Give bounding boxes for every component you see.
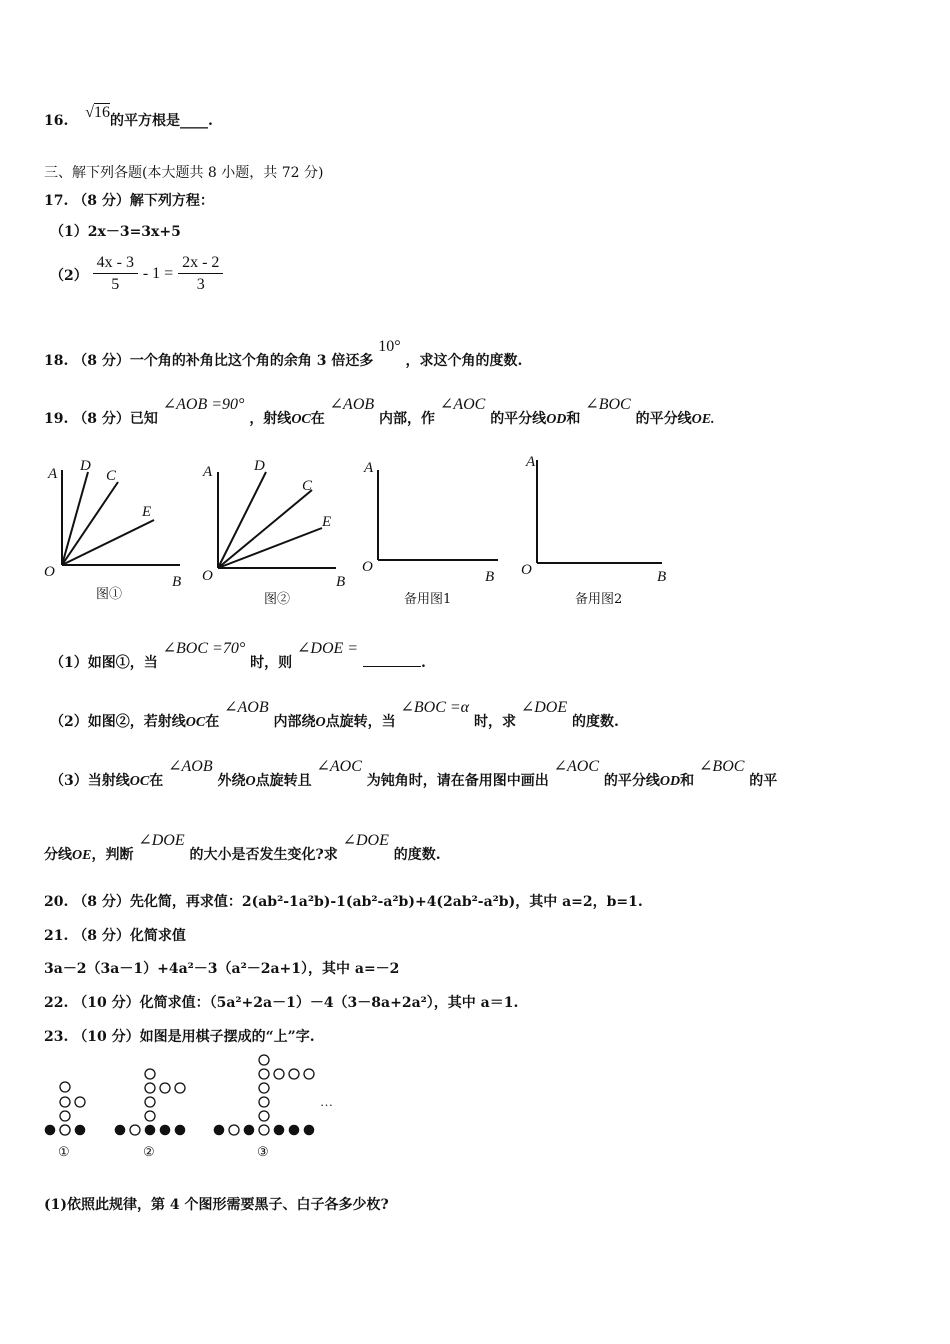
black-piece — [160, 1125, 171, 1136]
q19-2-text-c: 内部绕 — [273, 714, 316, 730]
q18-text-b: ，求这个角的度数. — [405, 353, 523, 369]
fig2-label-b: B — [336, 574, 346, 590]
q19-1-text-a: （1）如图①，当 — [50, 655, 158, 671]
q20: 20. （8 分）先化简，再求值：2(ab²-1a²b)-1(ab²-a²b)+4(2ab²-a²b)，其中 a=2，b=1. — [44, 894, 643, 910]
fraction-left — [93, 254, 138, 294]
white-piece — [259, 1097, 269, 1107]
point-o: O — [315, 715, 326, 730]
q16-number: 16. — [44, 113, 69, 129]
q18-text-a: 18. （8 分）一个角的补角比这个角的余角 3 倍还多 — [44, 353, 374, 369]
q21-heading: 21. （8 分）化简求值 — [44, 928, 186, 944]
fraction-left-denominator: 5 — [111, 276, 120, 293]
black-piece — [175, 1125, 186, 1136]
ray-oc: OC — [129, 774, 150, 789]
q19-3-text-d2: 的度数. — [393, 847, 441, 863]
fig2-ray-od — [218, 472, 266, 568]
caption-spare2: 备用图2 — [575, 592, 623, 607]
ray-oc: OC — [185, 715, 206, 730]
q17-heading: 17. （8 分）解下列方程： — [44, 193, 214, 209]
q19-part3-line1 — [50, 758, 778, 790]
q23-sub1: (1)依照此规律，第 4 个图形需要黑子、白子各多少枚? — [44, 1197, 389, 1213]
black-piece — [115, 1125, 126, 1136]
fig2-label-d: D — [254, 458, 265, 474]
white-piece — [60, 1097, 70, 1107]
q16 — [44, 104, 213, 130]
fig2-label-e: E — [322, 514, 332, 530]
q19-3-text-c2: 的大小是否发生变化?求 — [189, 847, 338, 863]
black-piece — [145, 1125, 156, 1136]
black-piece — [45, 1125, 56, 1136]
ray-od: OD — [659, 774, 681, 789]
figure-label-3: ③ — [257, 1144, 269, 1159]
q19-3-text-e: 为钝角时，请在备用图中画出 — [366, 773, 549, 789]
spare2-label-a: A — [526, 454, 536, 470]
fig1-label-c: C — [106, 468, 117, 484]
white-piece — [60, 1082, 70, 1092]
fig2-label-c: C — [302, 478, 313, 494]
q21-expression: 3a－2（3a－1）+4a²－3（a²－2a+1），其中 a=－2 — [44, 961, 400, 977]
q19-text-e: 的平分线 — [490, 411, 547, 427]
white-piece — [160, 1083, 170, 1093]
white-piece — [304, 1069, 314, 1079]
fig1-label-b: B — [172, 574, 182, 590]
black-piece — [214, 1125, 225, 1136]
fraction-left-numerator: 4x - 3 — [93, 254, 138, 274]
fig2-ray-oc — [218, 490, 312, 568]
figure-label-2: ② — [143, 1144, 155, 1159]
fig1-label-a: A — [48, 466, 58, 482]
white-piece — [259, 1055, 269, 1065]
point-o: O — [245, 774, 256, 789]
angle-doe-equals: ∠DOE = — [296, 640, 359, 657]
angle-boc: ∠BOC — [585, 396, 631, 413]
q19-text-c: 在 — [310, 411, 325, 427]
angle-aoc: ∠AOC — [439, 396, 486, 413]
angle-doe: ∠DOE — [138, 832, 185, 849]
chess-pattern-figure — [40, 1050, 360, 1165]
q19-2-text-f: 的度数. — [572, 714, 619, 730]
fig1-ray-oc — [62, 482, 118, 565]
q18-degree: 10° — [378, 338, 401, 355]
q23-heading: 23. （10 分）如图是用棋子摆成的“上”字. — [44, 1029, 315, 1045]
q19-text-a: 19. （8 分）已知 — [44, 411, 158, 427]
black-piece — [75, 1125, 86, 1136]
spare2-label-o: O — [521, 562, 532, 578]
q19-2-text-b: 在 — [205, 714, 220, 730]
black-piece — [289, 1125, 300, 1136]
spare1-label-o: O — [362, 559, 373, 575]
q18 — [44, 338, 523, 370]
ellipsis: … — [320, 1094, 333, 1109]
q19-3-text-a: （3）当射线 — [50, 773, 130, 789]
ray-oe: OE — [72, 848, 92, 863]
fraction-right-denominator: 3 — [196, 276, 205, 293]
q19-text-b: ，射线 — [249, 411, 292, 427]
q19-figures — [40, 450, 700, 615]
angle-aob-90: ∠AOB =90° — [162, 396, 245, 413]
fig1-label-e: E — [142, 504, 152, 520]
q19-3-text-c: 外绕 — [217, 773, 246, 789]
sqrt-expression: √16 — [85, 104, 111, 121]
spare1-label-b: B — [485, 569, 495, 585]
white-piece — [145, 1111, 155, 1121]
angle-doe: ∠DOE — [520, 699, 568, 716]
q17-part2-label: （2） — [50, 268, 88, 284]
q19-3-text-a2: 分线 — [44, 847, 72, 863]
caption-spare1: 备用图1 — [404, 592, 452, 607]
q19-3-text-g: 和 — [680, 773, 695, 789]
angle-aob: ∠AOB — [224, 699, 269, 716]
ray-od: OD — [546, 412, 567, 427]
q17-part2 — [50, 254, 223, 294]
fig1-ray-od — [62, 472, 88, 565]
black-piece — [304, 1125, 315, 1136]
white-piece — [259, 1111, 269, 1121]
ray-oc: OC — [291, 412, 311, 427]
fig2-label-o: O — [202, 568, 213, 584]
caption-fig2: 图② — [264, 592, 291, 607]
fraction-right — [178, 254, 223, 294]
spare1-label-a: A — [364, 460, 374, 476]
q19-part3-line2 — [44, 832, 441, 864]
q19-3-text-f: 的平分线 — [603, 773, 660, 789]
angle-aoc: ∠AOC — [553, 758, 600, 775]
fig2-ray-oe — [218, 528, 322, 568]
fig1-label-d: D — [80, 458, 91, 474]
white-piece — [289, 1069, 299, 1079]
q19-2-text-a: （2）如图②，若射线 — [50, 714, 186, 730]
answer-blank[interactable] — [363, 666, 421, 667]
angle-aob: ∠AOB — [329, 396, 375, 413]
fig1-label-o: O — [44, 564, 55, 580]
white-piece — [259, 1069, 269, 1079]
section-heading: 三、解下列各题(本大题共 8 小题，共 72 分) — [44, 165, 324, 181]
ray-oe: OE. — [691, 412, 715, 427]
black-piece — [244, 1125, 255, 1136]
white-piece — [60, 1111, 70, 1121]
q19-2-text-d: 点旋转，当 — [325, 714, 396, 730]
fraction-right-numerator: 2x - 2 — [178, 254, 223, 274]
white-piece — [229, 1125, 239, 1135]
q19-1-text-b: 时，则 — [250, 655, 293, 671]
figure-label-1: ① — [58, 1144, 70, 1159]
q19-2-text-e: 时，求 — [473, 714, 516, 730]
white-piece — [145, 1083, 155, 1093]
q19 — [44, 396, 715, 428]
q22: 22. （10 分）化简求值：（5a²+2a－1）－4（3－8a+2a²），其中 a＝1. — [44, 995, 519, 1011]
q19-3-text-b2: ，判断 — [91, 847, 134, 863]
white-piece — [259, 1125, 269, 1135]
q16-text: 的平方根是____. — [110, 113, 213, 129]
q19-3-text-d: 点旋转且 — [255, 773, 312, 789]
white-piece — [145, 1097, 155, 1107]
white-piece — [175, 1083, 185, 1093]
white-piece — [274, 1069, 284, 1079]
q19-part2 — [50, 699, 619, 731]
angle-boc-alpha: ∠BOC =α — [400, 699, 470, 716]
q19-text-f: 和 — [566, 411, 581, 427]
q17-part1: （1）2x－3=3x+5 — [50, 224, 181, 240]
sqrt-radicand: 16 — [94, 104, 111, 121]
white-piece — [259, 1083, 269, 1093]
angle-boc-70: ∠BOC =70° — [162, 640, 246, 657]
fig1-ray-oe — [62, 520, 154, 565]
caption-fig1: 图① — [96, 587, 123, 602]
angle-aob: ∠AOB — [168, 758, 213, 775]
white-piece — [75, 1097, 85, 1107]
white-piece — [60, 1125, 70, 1135]
q19-3-text-b: 在 — [149, 773, 164, 789]
q19-1-period: . — [420, 655, 426, 671]
white-piece — [145, 1069, 155, 1079]
equation-middle: - 1 = — [142, 265, 174, 282]
spare2-label-b: B — [657, 569, 667, 585]
q19-part1 — [50, 640, 426, 672]
q19-3-text-h: 的平 — [749, 773, 778, 789]
black-piece — [274, 1125, 285, 1136]
angle-boc: ∠BOC — [699, 758, 745, 775]
q19-text-g: 的平分线 — [635, 411, 692, 427]
q19-text-d: 内部，作 — [379, 411, 436, 427]
angle-doe: ∠DOE — [342, 832, 389, 849]
angle-aoc: ∠AOC — [316, 758, 362, 775]
fig2-label-a: A — [203, 464, 213, 480]
white-piece — [130, 1125, 140, 1135]
